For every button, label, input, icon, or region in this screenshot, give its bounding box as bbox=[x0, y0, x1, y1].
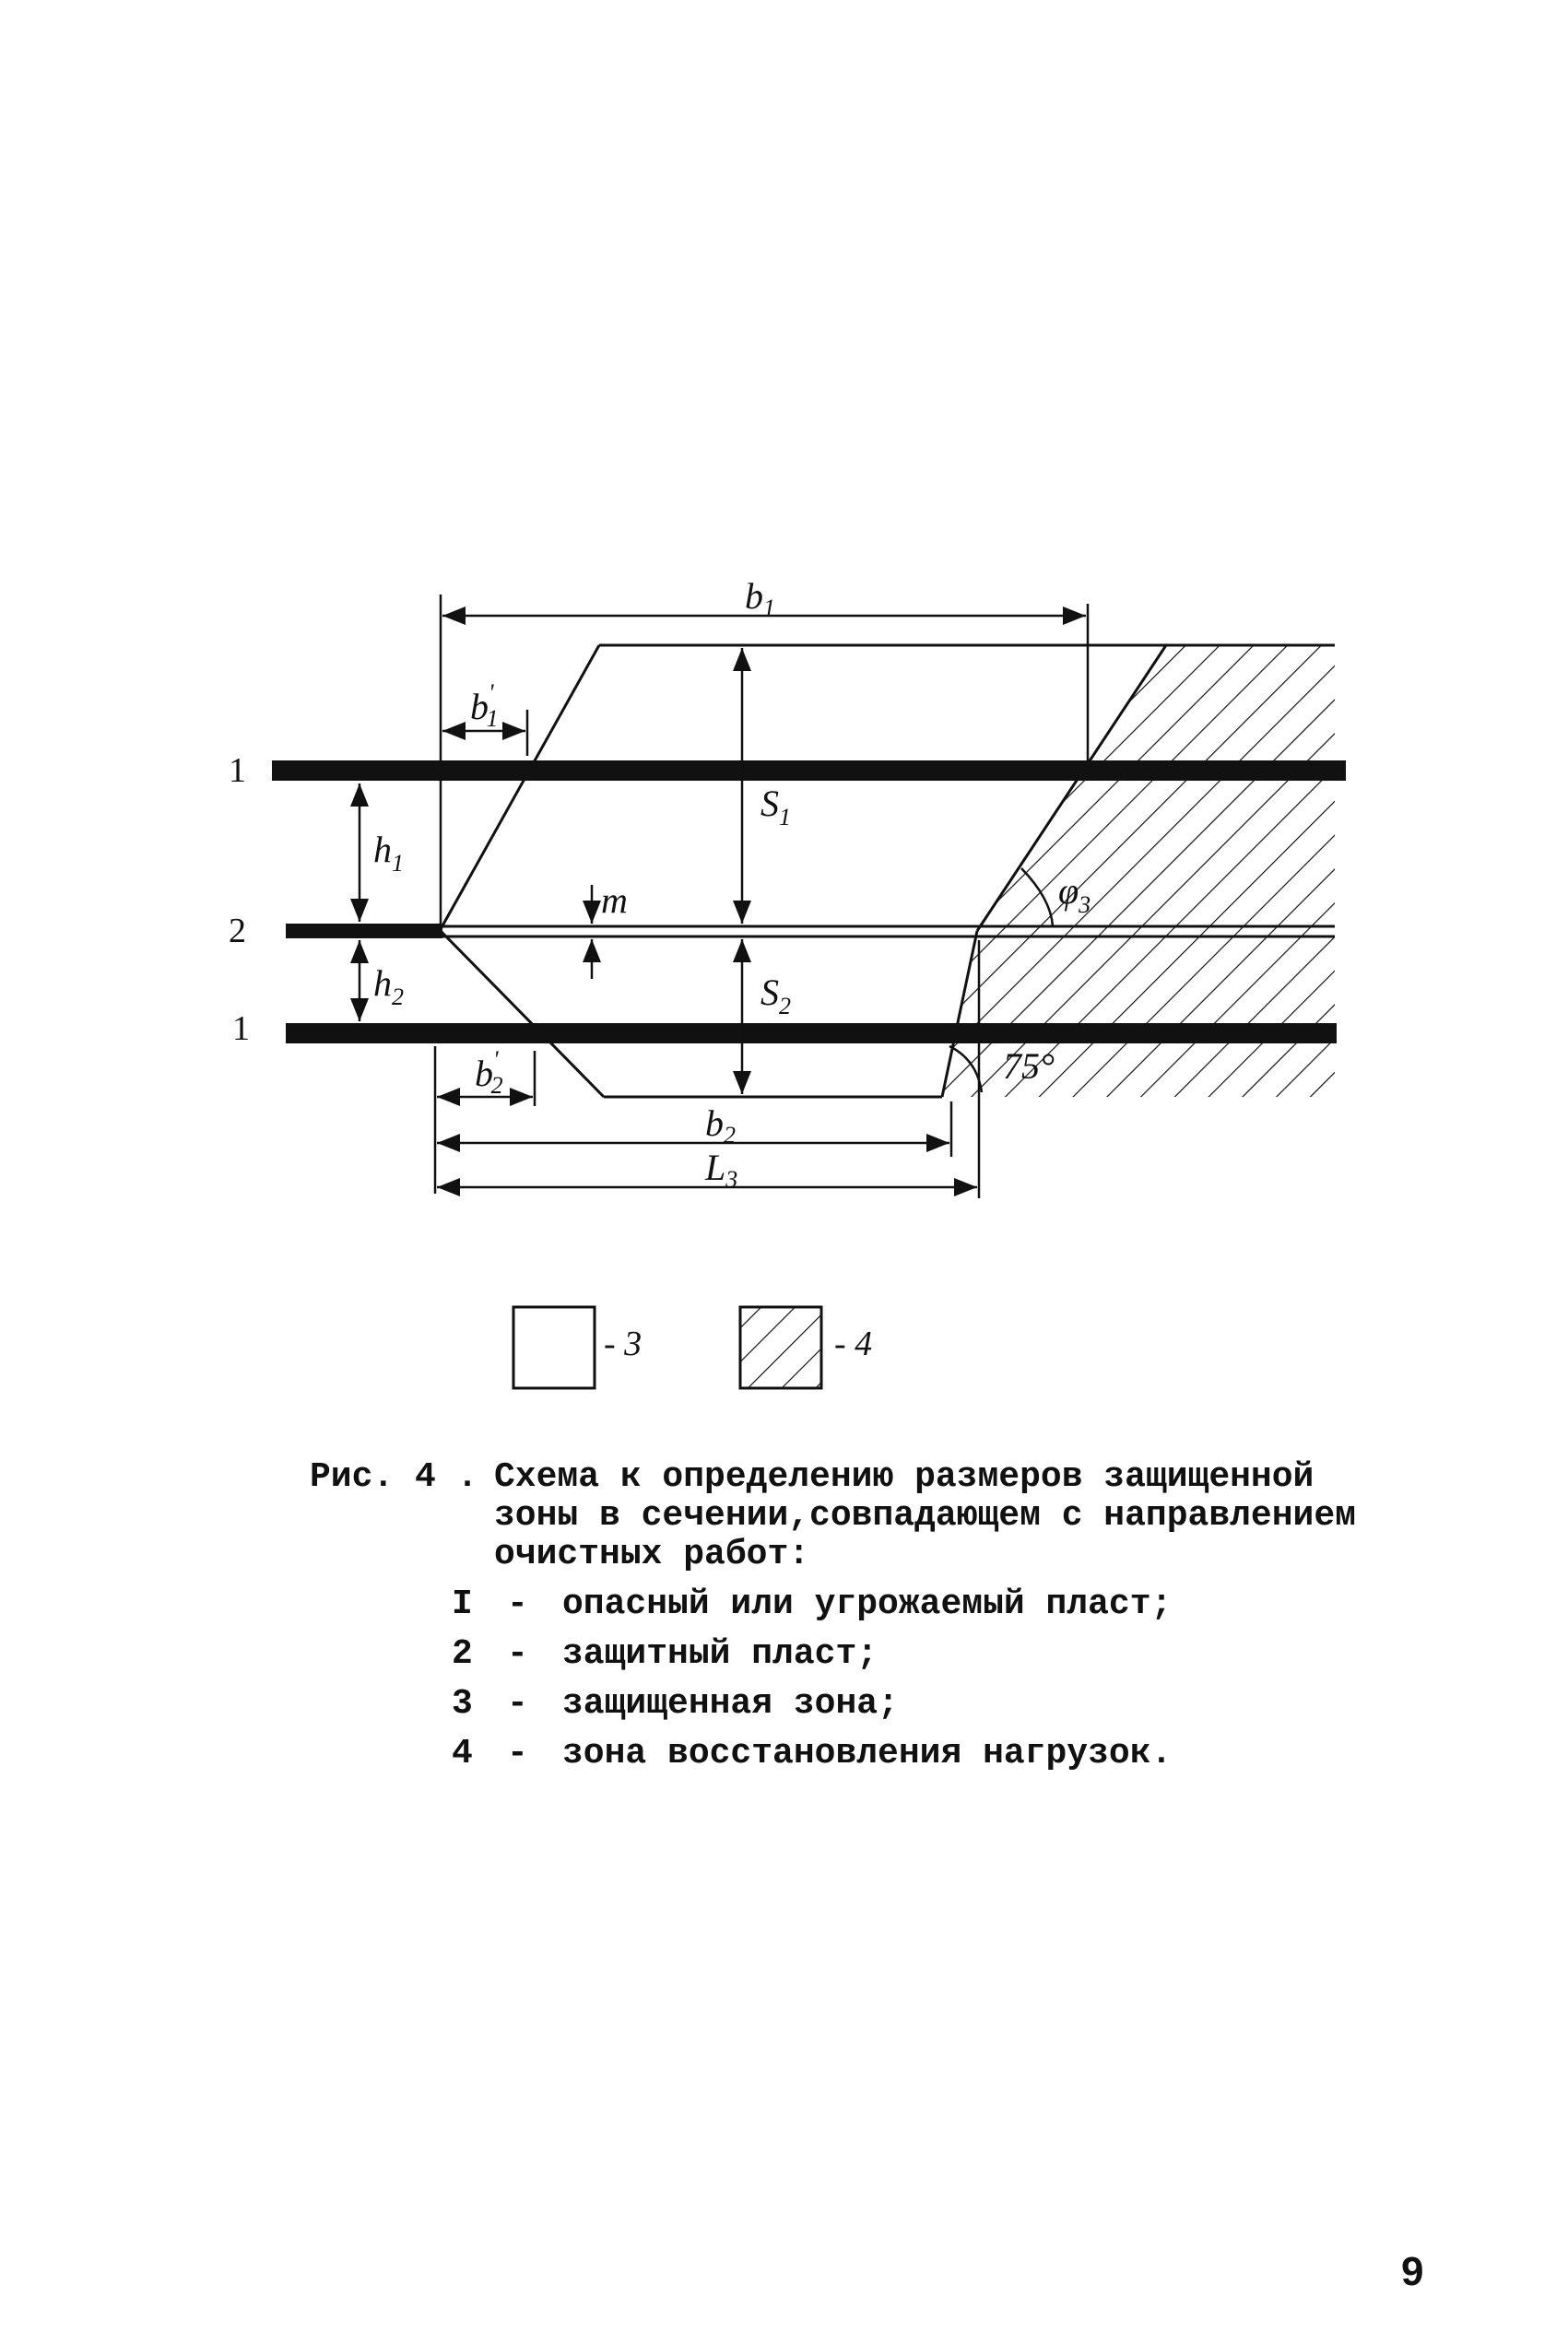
seam-top bbox=[272, 760, 1346, 781]
caption-item: 2 - защитный пласт; bbox=[452, 1634, 878, 1674]
label-h1: $h_1$ bbox=[373, 829, 404, 877]
seam-label-top: 1 bbox=[229, 751, 246, 790]
label-m: m bbox=[601, 879, 628, 921]
caption-number: Рис. 4 . bbox=[310, 1457, 478, 1497]
figure-caption bbox=[310, 1457, 1401, 1773]
caption-item: 4 - зона восстановления нагрузок. bbox=[452, 1734, 1173, 1773]
page-number: 9 bbox=[1401, 2249, 1424, 2294]
caption-item: I - опасный или угрожаемый пласт; bbox=[452, 1584, 1173, 1624]
label-b1: $b_1$ bbox=[745, 575, 775, 621]
legend-box-hatched bbox=[740, 1307, 821, 1388]
legend-box-protected bbox=[513, 1307, 595, 1388]
seam-label-middle: 2 bbox=[229, 912, 246, 950]
label-s1: $S_1$ bbox=[760, 783, 791, 830]
seam-middle bbox=[286, 924, 442, 938]
legend-label-3: - 3 bbox=[604, 1325, 643, 1363]
label-h2: $h_2$ bbox=[373, 962, 404, 1010]
label-b2-prime: b' 2 bbox=[475, 1046, 503, 1099]
dimension-lines bbox=[360, 595, 1088, 1198]
legend bbox=[513, 1307, 872, 1388]
label-angle-75: 75° bbox=[1003, 1045, 1055, 1087]
caption-legend-list bbox=[313, 1585, 1401, 1773]
label-phi3: $\varphi_3$ bbox=[1058, 870, 1091, 918]
label-b1-prime: b' 1 bbox=[470, 679, 499, 732]
caption-title: Схема к определению размеров защищенной зоны в сечении,совпадающем с направлением очистных работ: bbox=[494, 1457, 1356, 1574]
caption-item: 3 - защищенная зона; bbox=[452, 1684, 899, 1724]
seam-bottom bbox=[286, 1023, 1337, 1043]
legend-label-4: - 4 bbox=[834, 1325, 873, 1363]
label-b2: $b_2$ bbox=[705, 1102, 736, 1148]
seam-label-bottom: 1 bbox=[232, 1009, 250, 1048]
label-L3: $L_3$ bbox=[705, 1147, 738, 1193]
label-s2: $S_2$ bbox=[760, 972, 791, 1019]
